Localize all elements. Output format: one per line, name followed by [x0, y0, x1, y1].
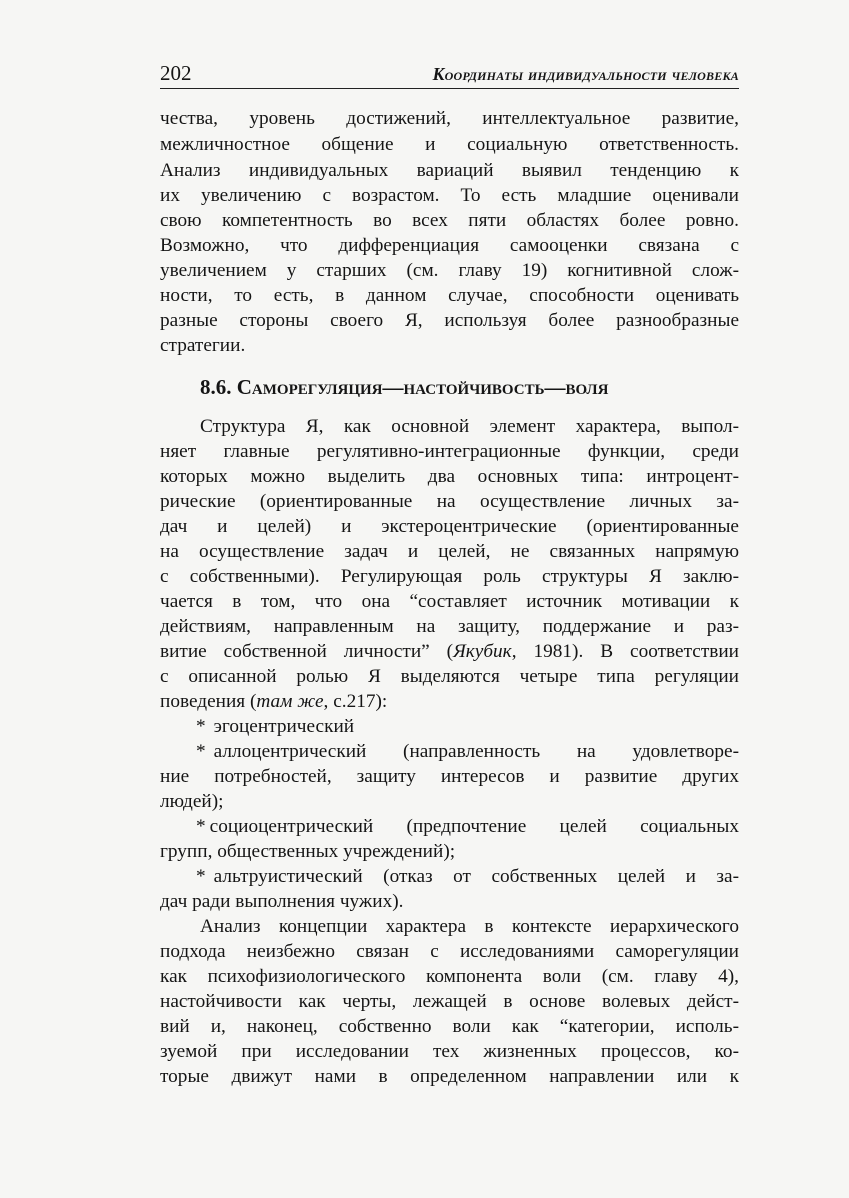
list-item [196, 739, 739, 765]
text-fragment: поведения ( [160, 691, 257, 712]
citation-author: Якубик [453, 641, 512, 662]
text-line: чества, уровень достижений, интеллектуальное развитие, [160, 108, 739, 129]
text-line: дач и целей) и экстероцентрические (ориентированные [160, 516, 739, 537]
text-line: как психофизиологического компонента воли (см. главу 4), [160, 966, 739, 987]
list-item-text: аллоцентрический (направленность на удовлетворе- [213, 741, 739, 762]
text-line: разные стороны своего Я, используя более разнообразные [160, 310, 739, 331]
text-line: зуемой при исследовании тех жизненных процессов, ко- [160, 1041, 739, 1062]
text-line: чается в том, что она “составляет источник мотивации к [160, 591, 739, 612]
text-line: няет главные регулятивно-интеграционные функции, среди [160, 441, 739, 462]
text-line [160, 639, 739, 665]
list-item [196, 864, 739, 890]
text-line: ние потребностей, защиту интересов и развитие других [160, 766, 739, 787]
list-item-text: альтруистический (отказ от собственных целей и за- [213, 866, 739, 887]
text-line: с описанной ролью Я выделяются четыре типа регуляции [160, 666, 739, 687]
text-line: дач ради выполнения чужих). [160, 891, 404, 912]
running-header [160, 60, 739, 89]
text-fragment: витие собственной личности” ( [160, 641, 454, 662]
text-line: действиям, направленным на защиту, поддержание и раз- [160, 616, 739, 637]
text-line: с собственными). Регулирующая роль структуры Я заклю- [160, 566, 739, 587]
text-line: подхода неизбежно связан с исследованиями саморегуляции [160, 941, 739, 962]
text-line: свою компетентность во всех пяти областях более ровно. [160, 210, 739, 231]
section-heading [200, 372, 739, 402]
text-line: ности, то есть, в данном случае, способности оценивать [160, 285, 739, 306]
text-line: Анализ концепции характера в контексте иерархического [200, 916, 739, 937]
list-item [196, 714, 739, 740]
text-line: групп, общественных учреждений); [160, 841, 456, 862]
page-number: 202 [160, 61, 192, 85]
text-line: Возможно, что дифференциация самооценки связана с [160, 235, 739, 256]
list-item-text: эгоцентрический [213, 716, 355, 737]
text-line: настойчивости как черты, лежащей в основе волевых дейст- [160, 991, 739, 1012]
text-line [160, 689, 739, 715]
text-line: вий и, наконец, собственно воли как “категории, исполь- [160, 1016, 739, 1037]
text-line: которых можно выделить два основных типа: интроцент- [160, 466, 739, 487]
text-line: межличностное общение и социальную ответственность. [160, 134, 739, 155]
text-line: на осуществление задач и целей, не связанных напрямую [160, 541, 739, 562]
text-fragment: , с.217): [323, 691, 388, 712]
text-line: рические (ориентированные на осуществление личных за- [160, 491, 739, 512]
bullet-marker: * [196, 866, 206, 887]
text-line: их увеличению с возрастом. То есть младшие оценивали [160, 185, 739, 206]
text-line: торые движут нами в определенном направлении или к [160, 1066, 739, 1087]
citation-ibid: там же [256, 691, 324, 712]
text-line: стратегии. [160, 335, 246, 356]
section-title: Саморегуляция—настойчивость—воля [236, 375, 609, 399]
bullet-marker: * [196, 716, 206, 737]
running-title: Координаты индивидуальности человека [432, 64, 739, 84]
list-item-text: социоцентрический (предпочтение целей социальных [209, 816, 739, 837]
text-line: Структура Я, как основной элемент характера, выпол- [200, 416, 739, 437]
bullet-marker: * [196, 816, 206, 837]
list-item [196, 814, 739, 840]
section-number: 8.6. [200, 375, 232, 399]
text-line: увеличением у старших (см. главу 19) когнитивной слож- [160, 260, 739, 281]
text-line: Анализ индивидуальных вариаций выявил тенденцию к [160, 160, 739, 181]
text-fragment: , 1981). В соответствии [511, 641, 739, 662]
bullet-marker: * [196, 741, 206, 762]
text-line: людей); [160, 791, 224, 812]
